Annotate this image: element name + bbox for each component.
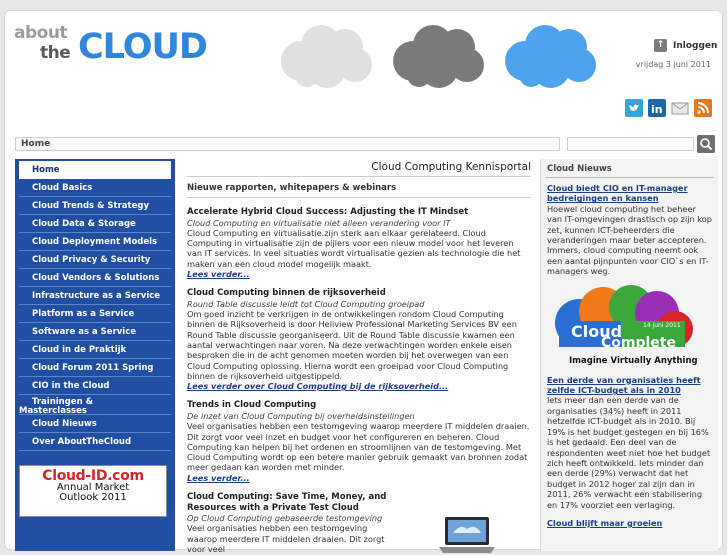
sidebar-item-vendors-solutions[interactable]: Cloud Vendors & Solutions <box>19 269 171 287</box>
cc-date: 14 juni 2011 <box>643 321 681 329</box>
sidebar-nav <box>15 159 175 551</box>
login-label: Inloggen <box>673 40 718 51</box>
article-body: Veel organisaties hebben een testomgeving waarop meerdere IT middelen draaien. Dit zorgt voor veel <box>187 523 385 554</box>
search-button[interactable] <box>697 135 715 153</box>
section-title: Nieuwe rapporten, whitepapers & webinars <box>187 183 531 198</box>
cloud-complete-logo <box>541 285 719 369</box>
news-body: Iets meer dan een derde van de organisaties (34%) heeft in 2011 hetzelfde ICT-budget als in 2010. Bij 19% is het budget gestegen en bij 16% is het gedaald. Een deel van de respondenten weet niet hoe het budget zich heeft ontwikkeld. Iets minder dan een derde (29%) verwacht dat het budget in 2012 hoger zal zijn dan in 2011, 26% verwacht een stabilisering en 17% voorziet een verlaging. <box>547 395 711 510</box>
article-title[interactable]: Accelerate Hybrid Cloud Success: Adjusting the IT Mindset <box>187 207 469 217</box>
logo-cloud-text: CLOUD <box>78 27 207 67</box>
main-content <box>187 159 531 554</box>
article-subtitle: De inzet van Cloud Computing bij overheidsinstellingen <box>187 410 415 421</box>
search-input[interactable] <box>567 137 694 151</box>
news-title-link[interactable]: Cloud biedt CIO en IT-manager bedreigingen en kansen <box>547 183 688 204</box>
article-subtitle: Cloud Computing en virtualisatie niet alleen verandering voor IT <box>187 217 451 228</box>
article <box>187 400 531 483</box>
login-arrow-icon: ↑ <box>654 39 667 52</box>
read-more-link[interactable]: Lees verder over Cloud Computing bij de rijksoverheid... <box>187 381 449 392</box>
sidebar-item-trainingen[interactable] <box>19 395 171 415</box>
cc-word1: Cloud <box>571 321 623 341</box>
cloud-id-banner[interactable] <box>19 465 167 517</box>
article-body: Om goed inzicht te verkrijgen in de ontwikkelingen rondom Cloud Computing binnen de Rijksoverheid is door Heliview Professional Marketing Services BV een Round Table discussie georganiseerd. Uit de Round Table discussie kwamen een aantal verwachtingen naar voren. Na deze verwachtingen worden enkele eisen besproken die in de acht genomen moeten worden bij het overwegen van een Cloud Computing oplossing. Hierna wordt een groeipad voor Cloud Computing binnen de rijksoverheid uitgestippeld. <box>187 309 517 381</box>
news-item <box>547 375 712 510</box>
laptop-image <box>437 515 497 555</box>
news-title-link[interactable]: Cloud blijft maar groeien <box>547 517 663 528</box>
news-header: Cloud Nieuws <box>545 164 714 178</box>
article-title[interactable]: Trends in Cloud Computing <box>187 400 317 411</box>
sidebar-item-deployment-models[interactable]: Cloud Deployment Models <box>19 233 171 251</box>
banner-title: Cloud-ID.com <box>42 468 144 484</box>
sidebar-item-data-storage[interactable]: Cloud Data & Storage <box>19 215 171 233</box>
sidebar-item-paas[interactable]: Platform as a Service <box>19 305 171 323</box>
sidebar-item-cloud-basics[interactable]: Cloud Basics <box>19 179 171 197</box>
news-item <box>547 183 712 277</box>
page-title: Cloud Computing Kennisportal <box>187 161 531 177</box>
read-more-link[interactable]: Lees verder... <box>187 472 250 483</box>
breadcrumb <box>15 137 560 151</box>
login-link[interactable] <box>654 39 717 52</box>
sidebar-item-iaas[interactable]: Infrastructure as a Service <box>19 287 171 305</box>
linkedin-icon[interactable] <box>648 99 666 117</box>
logo-about-text: about <box>14 23 68 43</box>
cc-word2: Complete <box>601 334 676 351</box>
blue-cloud-illustration <box>501 23 599 89</box>
banner-line1: Annual Market <box>56 482 130 493</box>
sidebar-item-over[interactable]: Over AboutTheCloud <box>19 433 171 451</box>
sidebar-item-trends-strategy[interactable]: Cloud Trends & Strategy <box>19 197 171 215</box>
site-logo[interactable] <box>14 23 214 73</box>
read-more-link[interactable]: Lees verder... <box>187 268 250 279</box>
news-sidebar <box>540 159 718 551</box>
sidebar-item-trainingen-line1: Trainingen & <box>32 397 93 407</box>
sidebar-item-forum[interactable]: Cloud Forum 2011 Spring <box>19 359 171 377</box>
article <box>187 207 531 279</box>
current-date: vrijdag 3 juni 2011 <box>635 60 711 69</box>
article <box>187 288 531 391</box>
sidebar-item-nieuws[interactable]: Cloud Nieuws <box>19 415 171 433</box>
article-title[interactable]: Cloud Computing: Save Time, Money, and Resources with a Private Test Cloud <box>187 492 387 513</box>
article-body: Veel organisaties hebben een testomgeving waarop meerdere IT middelen draaien. Dit zorgt voor veel inzet en budget voor het configureren en beheren. Cloud Computing kan helpen bij het ordenen en stroomlijnen van de testomgeving. Met Cloud Computing wordt op een betere manier gebruik gemaakt van bronnen zodat meer gedaan kan worden met minder. <box>187 421 530 473</box>
cc-tagline: Imagine Virtually Anything <box>569 355 698 366</box>
news-title-link[interactable]: Een derde van organisaties heeft zelfde ICT-budget als in 2010 <box>547 374 701 396</box>
dark-cloud-illustration <box>389 23 487 89</box>
sidebar-item-home[interactable]: Home <box>19 161 171 179</box>
svg-text:in: in <box>651 103 663 116</box>
rss-icon[interactable] <box>694 99 712 117</box>
page <box>4 10 723 554</box>
sidebar-item-privacy-security[interactable]: Cloud Privacy & Security <box>19 251 171 269</box>
breadcrumb-home[interactable]: Home <box>21 139 51 149</box>
article-body: Cloud Computing en virtualisatie.zijn sterk aan elkaar gerelateerd. Cloud Computing in virtualisatie zijn de pijlers voor een nieuw model voor het leveren van IT services. In veel situaties wordt virtualisatie gezien als technologie die het maken van een cloud model mogelijk maakt. <box>187 227 521 269</box>
grey-cloud-illustration <box>277 23 375 89</box>
twitter-icon[interactable] <box>625 99 643 117</box>
article-subtitle: Round Table discussie leidt tot Cloud Computing groeipad <box>187 298 425 309</box>
sidebar-item-cio[interactable]: CIO in the Cloud <box>19 377 171 395</box>
sidebar-item-saas[interactable]: Software as a Service <box>19 323 171 341</box>
mail-icon[interactable] <box>671 99 689 117</box>
logo-the-text: the <box>40 43 71 63</box>
news-item <box>547 518 712 528</box>
article-title[interactable]: Cloud Computing binnen de rijksoverheid <box>187 288 386 299</box>
cloud-complete-banner[interactable] <box>541 285 718 369</box>
banner-line2: Outlook 2011 <box>59 492 127 503</box>
sidebar-item-praktijk[interactable]: Cloud in de Praktijk <box>19 341 171 359</box>
news-body: Hoewel cloud computing het beheer van IT-omgevingen drastisch op zijn kop zet, kunnen ICT-beheerders die veranderingen maar beter accepteren. Immers, cloud computing neemt ook een aantal pijnpunten voor CIO`s en IT-managers weg. <box>547 203 712 277</box>
article-subtitle: Op Cloud Computing gebaseerde testomgeving <box>187 513 383 524</box>
sidebar-item-trainingen-line2: Masterclasses <box>19 406 87 416</box>
